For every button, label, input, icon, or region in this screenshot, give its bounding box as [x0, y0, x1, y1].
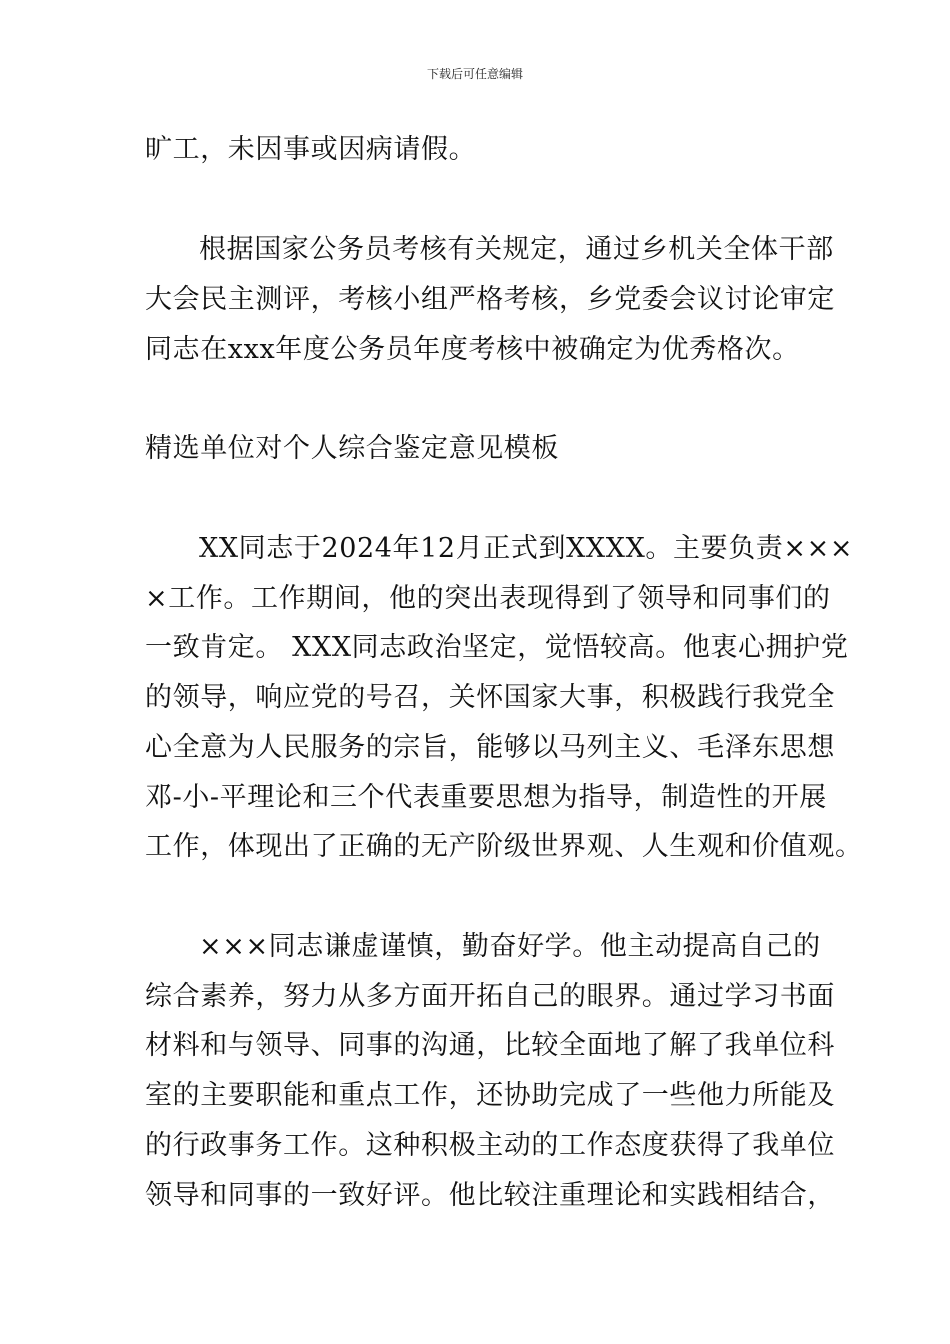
paragraph-line: ×工作。工作期间，他的突出表现得到了领导和同事们的 [145, 583, 831, 614]
paragraph-line: 同志在xxx年度公务员年度考核中被确定为优秀格次。 [145, 334, 800, 365]
paragraph-line: 的行政事务工作。这种积极主动的工作态度获得了我单位 [145, 1130, 835, 1161]
paragraph-line: 领导和同事的一致好评。他比较注重理论和实践相结合， [145, 1180, 835, 1211]
paragraph-line: 心全意为人民服务的宗旨，能够以马列主义、毛泽东思想 [145, 732, 835, 763]
paragraph-line: 邓-小-平理论和三个代表重要思想为指导，制造性的开展 [145, 782, 827, 813]
section-title: 精选单位对个人综合鉴定意见模板 [145, 433, 559, 464]
paragraph-line: 综合素养，努力从多方面开拓自己的眼界。通过学习书面 [145, 981, 835, 1012]
paragraph-line: 室的主要职能和重点工作，还协助完成了一些他力所能及 [145, 1080, 835, 1111]
paragraph-line: 旷工，未因事或因病请假。 [145, 134, 477, 165]
page-header: 下载后可任意编辑 [426, 67, 523, 81]
paragraph-line: 大会民主测评，考核小组严格考核，乡党委会议讨论审定 [145, 284, 835, 315]
paragraph-line: 根据国家公务员考核有关规定，通过乡机关全体干部 [199, 234, 834, 265]
paragraph-line: 的领导，响应党的号召，关怀国家大事，积极践行我党全 [145, 682, 835, 713]
paragraph-line: 一致肯定。 XXX同志政治坚定，觉悟较高。他衷心拥护党 [145, 632, 849, 663]
paragraph-line: 工作，体现出了正确的无产阶级世界观、人生观和价值观。 [145, 831, 863, 862]
paragraph-line: XX同志于2024年12月正式到XXXX。主要负责××× [199, 533, 854, 564]
paragraph-line: 材料和与领导、同事的沟通，比较全面地了解了我单位科 [145, 1030, 835, 1061]
paragraph-line: ×××同志谦虚谨慎，勤奋好学。他主动提高自己的 [199, 931, 821, 962]
